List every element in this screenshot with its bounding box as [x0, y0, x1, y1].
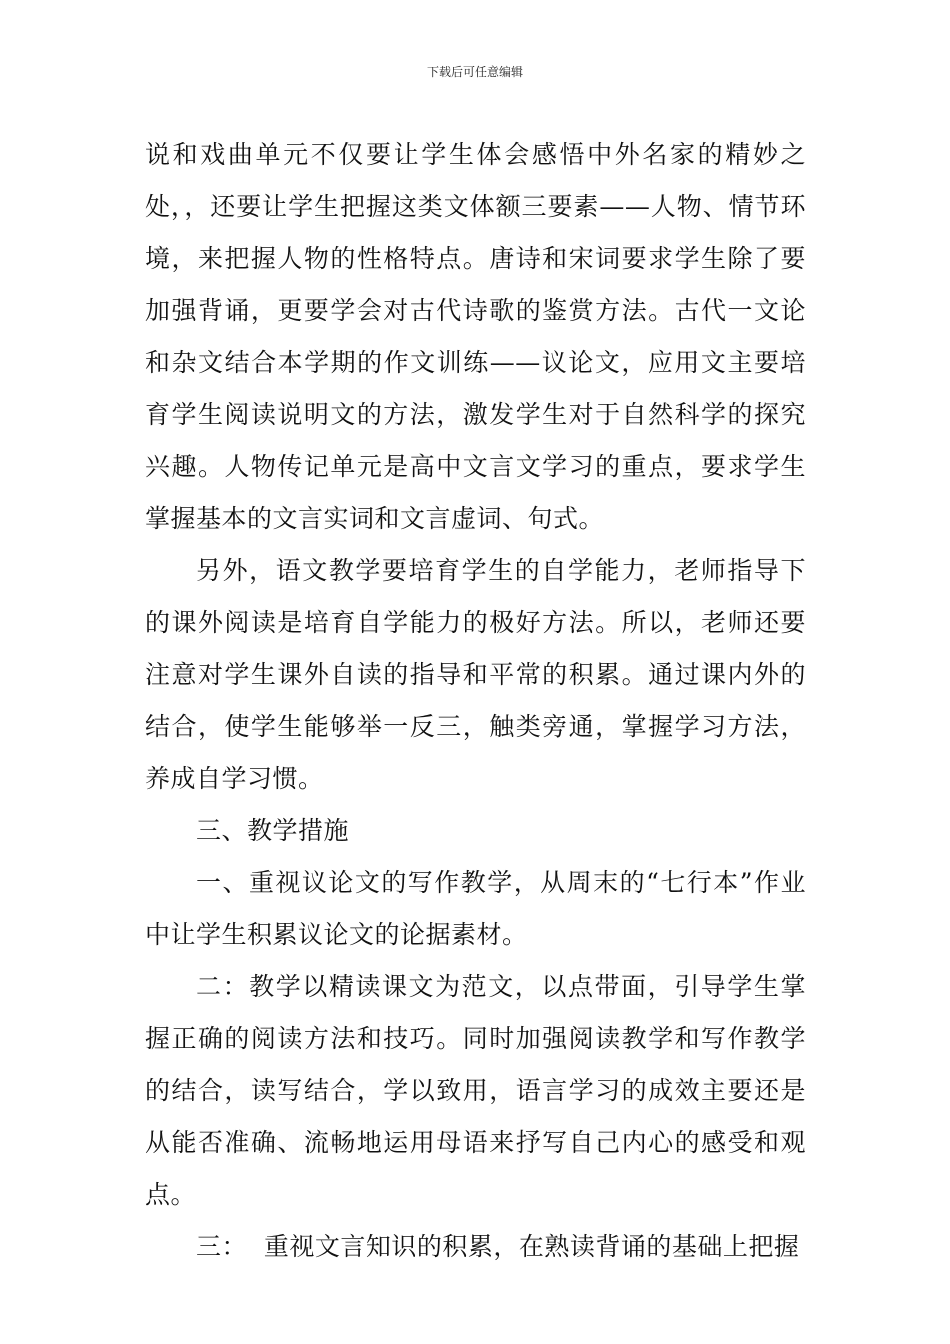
paragraph-continued: 说和戏曲单元不仅要让学生体会感悟中外名家的精妙之处，，还要让学生把握这类文体额三要素——人物、情节环境，来把握人物的性格特点。唐诗和宋词要求学生除了要加强背诵，更要学会对古代诗歌的鉴赏方法。古代一文论和杂文结合本学期的作文训练——议论文，应用文主要培育学生阅读说明文的方法，激发学生对于自然科学的探究兴趣。人物传记单元是高中文言文学习的重点，要求学生掌握基本的文言实词和文言虚词、句式。: [145, 140, 806, 533]
section-heading-teaching-measures: 三、教学措施: [196, 816, 350, 845]
measure-item-3: 三： 重视文言知识的积累，在熟读背诵的基础上把握: [196, 1232, 800, 1261]
document-body: [145, 129, 806, 1273]
measure-item-2: 二：教学以精读课文为范文，以点带面，引导学生掌握正确的阅读方法和技巧。同时加强阅读教学和写作教学的结合，读写结合，学以致用，语言学习的成效主要还是从能否准确、流畅地运用母语来抒写自己内心的感受和观点。: [145, 972, 806, 1209]
paragraph-self-study: 另外，语文教学要培育学生的自学能力，老师指导下的课外阅读是培育自学能力的极好方法。所以，老师还要注意对学生课外自读的指导和平常的积累。通过课内外的结合，使学生能够举一反三，触类旁通，掌握学习方法，养成自学习惯。: [145, 556, 806, 793]
page-header: 下载后可任意编辑: [426, 65, 523, 79]
measure-item-1: 一、重视议论文的写作教学，从周末的“七行本”作业中让学生积累议论文的论据素材。: [145, 868, 806, 949]
